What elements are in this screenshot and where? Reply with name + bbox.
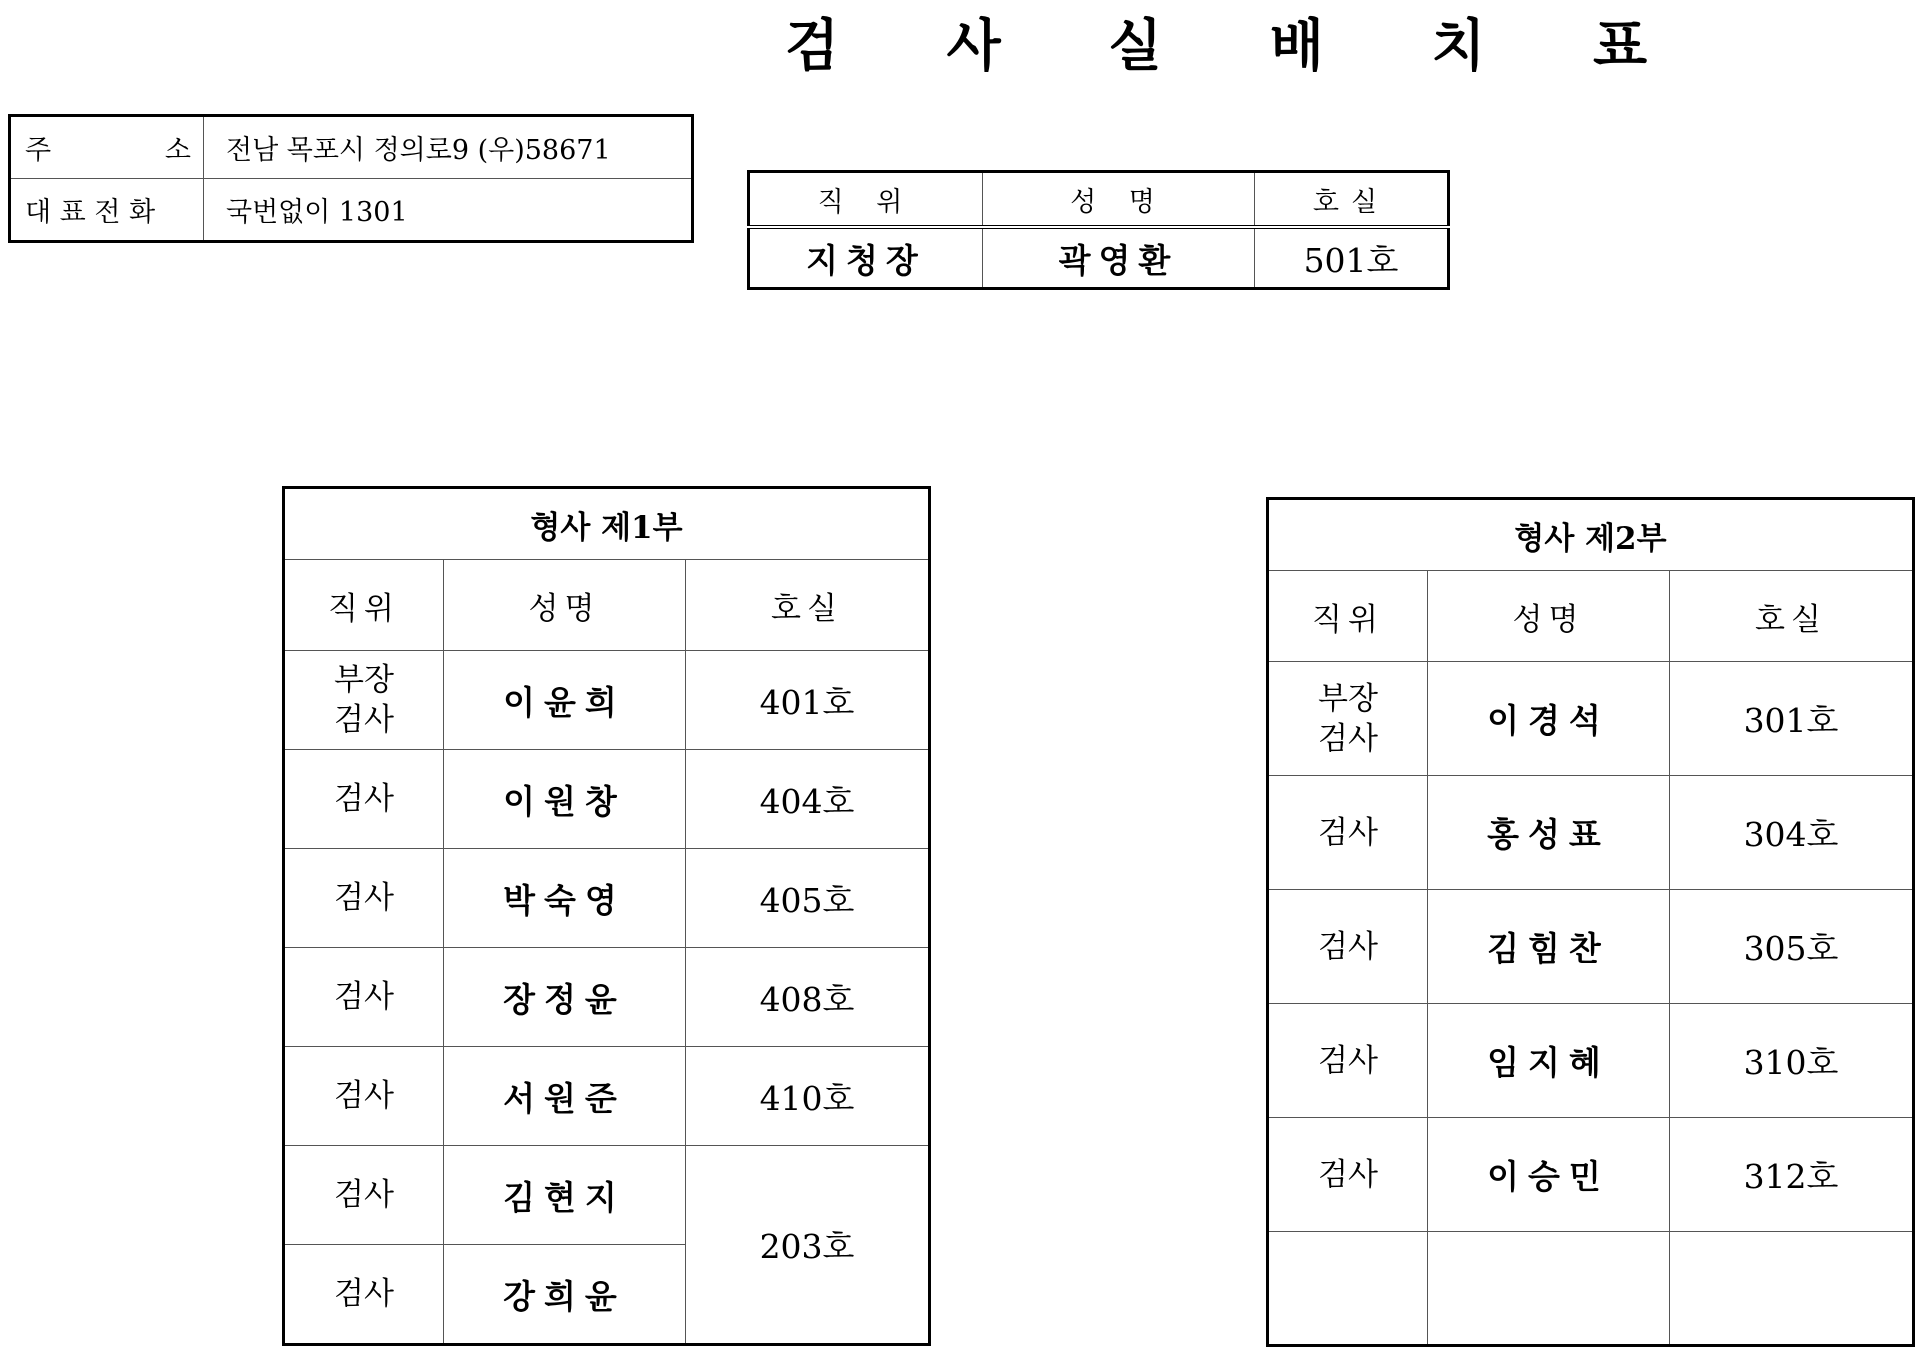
room-cell: 404호	[686, 750, 930, 849]
table-row	[1268, 1118, 1914, 1232]
empty-cell	[1428, 1232, 1670, 1346]
name-cell: 김현지	[444, 1146, 686, 1245]
column-header-position: 직위	[1268, 571, 1428, 662]
room-cell-shared: 203호	[686, 1146, 930, 1345]
chief-table	[747, 170, 1450, 290]
table-row	[284, 849, 930, 948]
room-cell: 312호	[1670, 1118, 1914, 1232]
room-cell: 405호	[686, 849, 930, 948]
name-cell: 장정윤	[444, 948, 686, 1047]
name-cell: 박숙영	[444, 849, 686, 948]
table-row	[1268, 662, 1914, 776]
table-row	[284, 948, 930, 1047]
chief-header-row	[749, 172, 1449, 228]
phone-label: 대 표 전 화	[10, 179, 204, 242]
chief-position: 지청장	[749, 227, 983, 289]
address-label	[10, 116, 204, 179]
table-row	[1268, 776, 1914, 890]
position-cell: 검사	[1268, 1118, 1428, 1232]
phone-row	[10, 179, 693, 242]
address-label-part: 소	[164, 135, 191, 166]
position-cell: 검사	[284, 849, 444, 948]
page-title: 검 사 실 배 치 표	[785, 13, 1692, 79]
room-cell: 408호	[686, 948, 930, 1047]
room-cell: 301호	[1670, 662, 1914, 776]
position-line: 부장	[334, 662, 394, 698]
table-row	[284, 750, 930, 849]
column-header-room: 호실	[1670, 571, 1914, 662]
name-cell: 이경석	[1428, 662, 1670, 776]
chief-name: 곽영환	[983, 227, 1255, 289]
room-cell: 305호	[1670, 890, 1914, 1004]
room-cell: 310호	[1670, 1004, 1914, 1118]
name-cell: 서원준	[444, 1047, 686, 1146]
address-label-part: 주	[25, 135, 52, 166]
position-cell: 검사	[1268, 890, 1428, 1004]
table-row	[284, 1047, 930, 1146]
position-cell: 검사	[284, 948, 444, 1047]
division2-header-row	[1268, 571, 1914, 662]
position-cell: 검사	[284, 1146, 444, 1245]
position-line: 부장	[1318, 680, 1378, 717]
room-cell: 304호	[1670, 776, 1914, 890]
address-box	[8, 114, 694, 243]
empty-cell	[1268, 1232, 1428, 1346]
empty-cell	[1670, 1232, 1914, 1346]
address-value: 전남 목포시 정의로9 (우)58671	[204, 116, 693, 179]
position-cell	[1268, 662, 1428, 776]
chief-row	[749, 227, 1449, 289]
name-cell: 강희윤	[444, 1245, 686, 1345]
empty-row	[1268, 1232, 1914, 1346]
position-cell: 검사	[1268, 1004, 1428, 1118]
division2-caption-row	[1268, 499, 1914, 571]
position-line: 검사	[1318, 720, 1378, 757]
name-cell: 이윤희	[444, 651, 686, 750]
division1-header-row	[284, 560, 930, 651]
room-cell: 410호	[686, 1047, 930, 1146]
column-header-room: 호실	[1255, 172, 1449, 228]
address-row	[10, 116, 693, 179]
room-cell: 401호	[686, 651, 930, 750]
name-cell: 이승민	[1428, 1118, 1670, 1232]
division2-caption: 형사 제2부	[1268, 499, 1914, 571]
chief-room: 501호	[1255, 227, 1449, 289]
position-line: 검사	[334, 702, 394, 738]
table-row	[1268, 1004, 1914, 1118]
column-header-room: 호실	[686, 560, 930, 651]
column-header-name: 성명	[444, 560, 686, 651]
position-cell	[284, 651, 444, 750]
name-cell: 홍성표	[1428, 776, 1670, 890]
name-cell: 김힘찬	[1428, 890, 1670, 1004]
name-cell: 임지혜	[1428, 1004, 1670, 1118]
position-cell: 검사	[284, 750, 444, 849]
column-header-name: 성 명	[983, 172, 1255, 228]
column-header-position: 직위	[284, 560, 444, 651]
division1-caption-row	[284, 488, 930, 560]
column-header-position: 직 위	[749, 172, 983, 228]
table-row	[1268, 890, 1914, 1004]
table-row	[284, 651, 930, 750]
division1-table	[282, 486, 931, 1346]
position-cell: 검사	[284, 1245, 444, 1345]
position-cell: 검사	[284, 1047, 444, 1146]
phone-value: 국번없이 1301	[204, 179, 693, 242]
division1-caption: 형사 제1부	[284, 488, 930, 560]
column-header-name: 성명	[1428, 571, 1670, 662]
division2-table	[1266, 497, 1915, 1347]
name-cell: 이원창	[444, 750, 686, 849]
table-row	[284, 1146, 930, 1245]
position-cell: 검사	[1268, 776, 1428, 890]
